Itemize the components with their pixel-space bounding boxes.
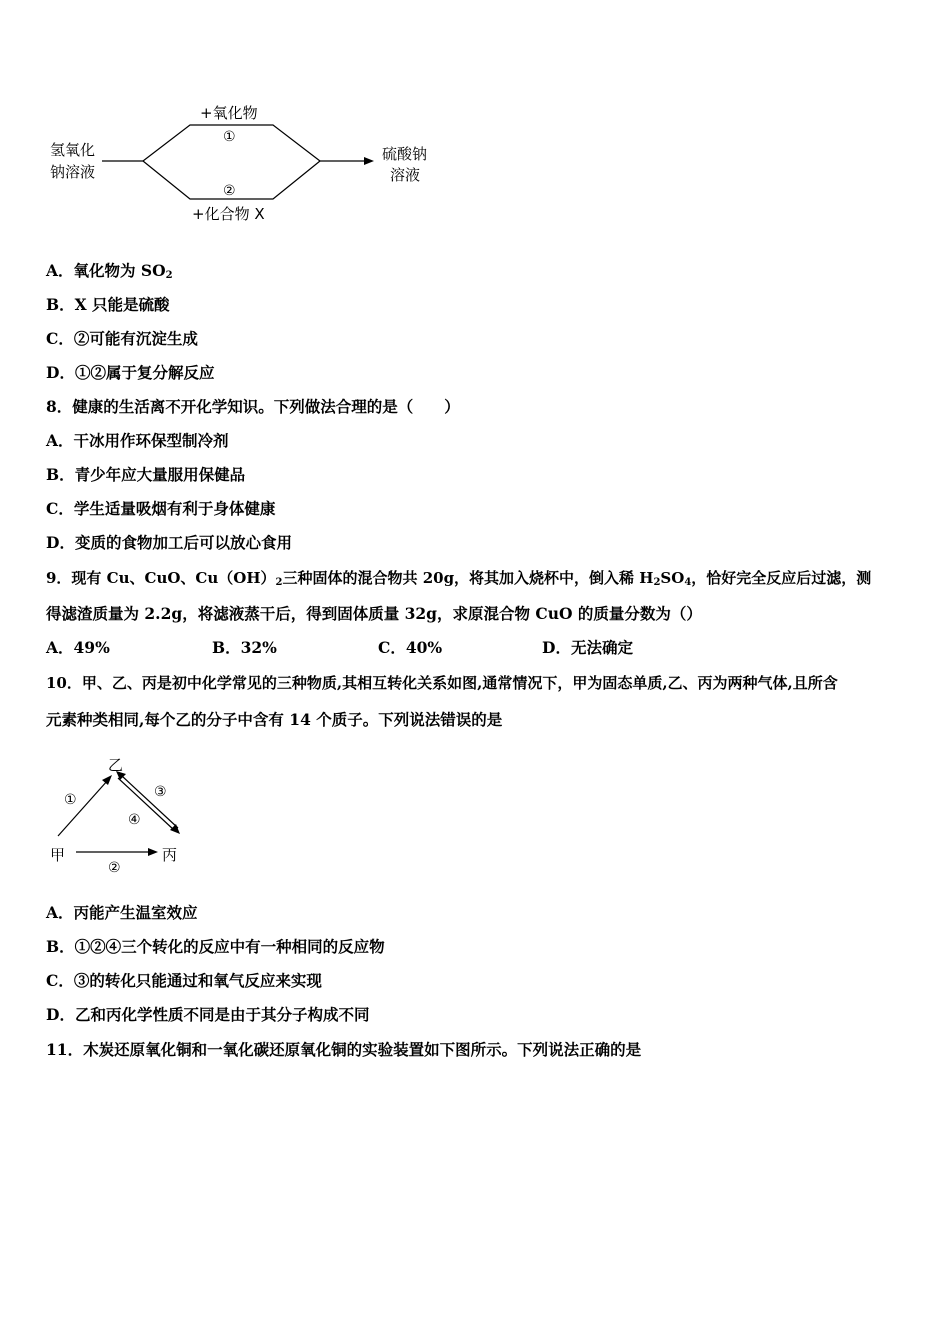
q7-option-c: C．②可能有沉淀生成: [46, 329, 198, 348]
q8-option-d: D．变质的食物加工后可以放心食用: [46, 533, 292, 552]
q10-stem-line2: 元素种类相同,每个乙的分子中含有 14 个质子。下列说法错误的是: [46, 710, 503, 729]
q9-option-b: B．32%: [212, 638, 277, 657]
node-yi: 乙: [108, 756, 124, 774]
top-number: ①: [223, 129, 236, 145]
conversion-triangle-diagram: [46, 748, 206, 878]
q9-stem-line2: 得滤渣质量为 2.2g，将滤液蒸干后，得到固体质量 32g，求原混合物 CuO 的质量分数为（）: [46, 604, 702, 623]
node-bing: 丙: [162, 846, 178, 864]
q10-option-a: A．丙能产生温室效应: [46, 903, 198, 922]
q9-stem-line1: 9．现有 Cu、CuO、$Cu(OH)_2$三种固体的混合物共 20g，将其加入烧杯中，倒入稀 $H_2SO_4$，恰好完全反应后过滤，测: [46, 569, 872, 588]
q9-option-c: C．40%: [378, 638, 443, 657]
q7-option-d: D．①②属于复分解反应: [46, 363, 215, 382]
q10-option-d: D．乙和丙化学性质不同是由于其分子构成不同: [46, 1005, 370, 1024]
top-label: +氧化物: [200, 104, 258, 122]
q10-stem-line1: 10．甲、乙、丙是初中化学常见的三种物质,其相互转化关系如图,通常情况下，甲为固态单质,乙、丙为两种气体,且所含: [46, 674, 838, 692]
reaction-diagram-1: [40, 95, 460, 230]
q11-stem: 11．木炭还原氧化铜和一氧化碳还原氧化铜的实验装置如下图所示。下列说法正确的是: [46, 1040, 642, 1059]
arrow-label-4: ④: [128, 812, 141, 828]
q10-option-c: C．③的转化只能通过和氧气反应来实现: [46, 971, 322, 990]
right-label-line2: 溶液: [390, 166, 421, 184]
q8-stem: 8．健康的生活离不开化学知识。下列做法合理的是（ ）: [46, 397, 460, 416]
right-label-line1: 硫酸钠: [382, 145, 428, 163]
q9-option-a: A．49%: [46, 638, 110, 657]
arrow-label-3: ③: [154, 784, 167, 800]
node-jia: 甲: [50, 846, 66, 864]
left-label-line1: 氢氧化: [50, 141, 96, 159]
q8-option-a: A．干冰用作环保型制冷剂: [46, 431, 229, 450]
q9-option-d: D．无法确定: [542, 638, 633, 657]
arrow-label-2: ②: [108, 860, 121, 876]
arrow-label-1: ①: [64, 792, 77, 808]
bottom-label: +化合物 X: [192, 205, 265, 223]
q8-option-c: C．学生适量吸烟有利于身体健康: [46, 499, 276, 518]
bottom-number: ②: [223, 183, 236, 199]
q10-option-b: B．①②④三个转化的反应中有一种相同的反应物: [46, 937, 385, 956]
left-label-line2: 钠溶液: [50, 163, 96, 181]
q8-option-b: B．青少年应大量服用保健品: [46, 465, 246, 484]
q7-option-b: B．X 只能是硫酸: [46, 295, 170, 314]
q7-option-a: A．氧化物为 $SO_2$: [46, 261, 173, 281]
